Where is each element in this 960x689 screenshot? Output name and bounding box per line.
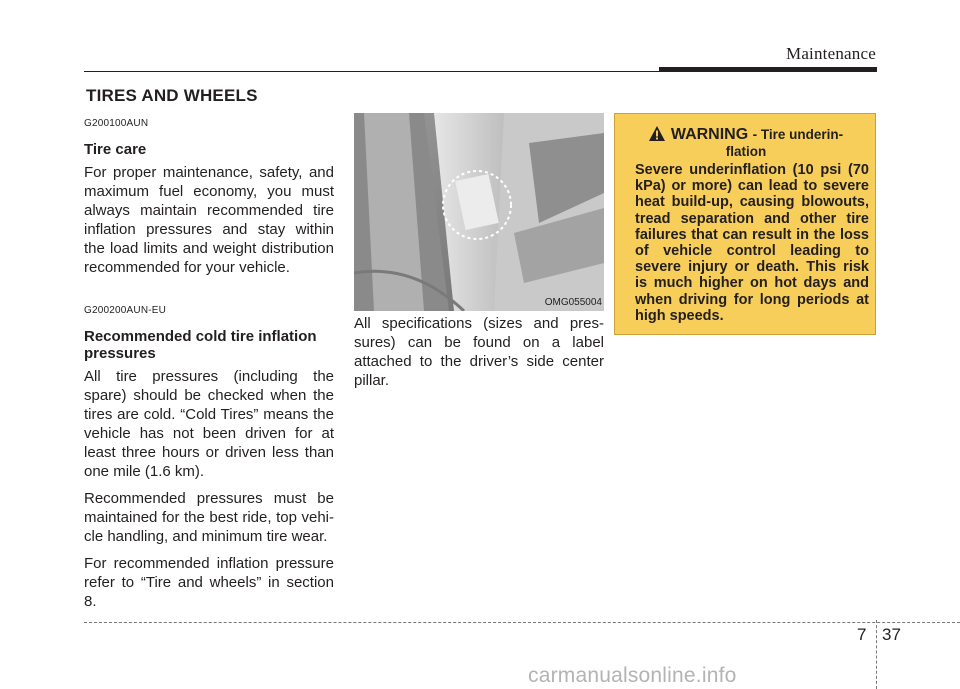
- header-title: Maintenance: [786, 44, 876, 63]
- paragraph: All tire pressures (including the spare) should be checked when the tires are cold. “Cold Tires” means the vehicle has not been driven for at least three hours or driven less than one mile (1.6 km).: [84, 368, 334, 480]
- subheading-cold-pressures: Recommended cold tire inflation pressures: [84, 328, 317, 362]
- door-pillar-photo: [354, 113, 604, 311]
- warning-box: [614, 113, 876, 335]
- footer-divider: [876, 620, 877, 689]
- footer-rule: [84, 622, 960, 623]
- subheading-tire-care: Tire care: [84, 141, 147, 158]
- section-title: TIRES AND WHEELS: [86, 86, 258, 105]
- warning-word: WARNING: [670, 126, 749, 143]
- header-rule-accent: [659, 67, 877, 72]
- section-code: G200200AUN-EU: [84, 305, 167, 316]
- warning-subtitle: - Tire underin-: [752, 127, 844, 142]
- watermark: carmanualsonline.info: [528, 664, 737, 687]
- warning-body: Severe underinflation (10 psi (70 kPa) or more) can lead to severe heat build-up, causing blowouts, tread separation and other tire failures that can result in the loss of vehicle control leading to severe injury or death. This risk is much higher on hot days and when driving for long periods at high speeds.: [635, 162, 869, 324]
- warning-header: [615, 126, 877, 146]
- page-number: 37: [882, 625, 901, 644]
- paragraph: Recommended pressures must be maintained for the best ride, top vehi-cle handling, and minimum tire wear.: [84, 490, 334, 545]
- paragraph: For proper maintenance, safety, and maximum fuel economy, you must always maintain recommended tire inflation pressures and stay within the load limits and weight distribution recommended for your vehicle.: [84, 164, 334, 276]
- warning-triangle-icon: [649, 126, 665, 146]
- section-code: G200100AUN: [84, 118, 149, 129]
- door-pillar-illustration: [354, 113, 604, 311]
- left-column: [84, 110, 334, 619]
- warning-subtitle-continued: flation: [725, 144, 767, 159]
- image-code: OMG055004: [544, 297, 602, 308]
- spacer: [84, 285, 334, 297]
- paragraph: For recommended inflation pressure refer to “Tire and wheels” in section 8.: [84, 555, 334, 610]
- middle-column-text: All specifications (sizes and pres-sures) can be found on a label attached to the driver’s side center pillar.: [354, 315, 604, 389]
- chapter-number: 7: [857, 625, 867, 644]
